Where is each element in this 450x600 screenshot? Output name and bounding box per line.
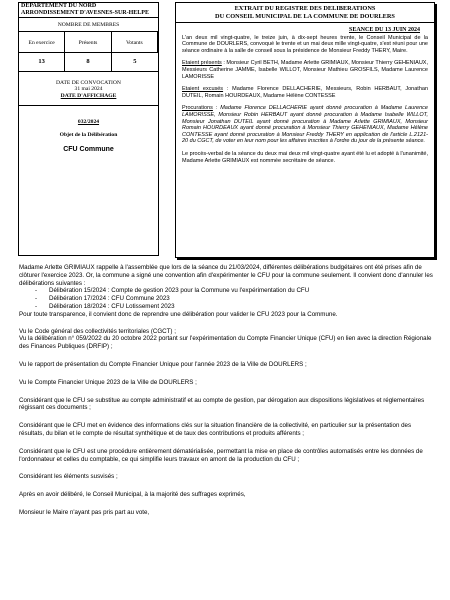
- convocation-label: DATE DE CONVOCATION: [56, 80, 121, 86]
- objet-label: Objet de la Délibération: [59, 132, 118, 138]
- body-considerant-3: Considérant que le CFU est une procédure entièrement dématérialisée, permettant la mise en place de contrôles automatisés entre les données de l'ordonnateur et celles du comptable, ce qui simplifie leurs travaux en amont de la production du CFU ;: [19, 447, 423, 463]
- deliberation-number: 032/2024: [77, 119, 100, 125]
- body-vu-cgct: Vu le Code général des collectivités territoriales (CGCT) ;: [19, 327, 176, 335]
- closing-paragraph: Le procès-verbal de la séance du deux mai deux mil vingt-quatre ayant été lu et adopté à l'unanimité, Madame Arlette GRIMIAUX est nommée secrétaire de séance.: [182, 150, 428, 164]
- extract-body: [176, 23, 434, 164]
- body-transparency: Pour toute transparence, il convient donc de reprendre une délibération pour valider le CFU 2023 pour la Commune.: [19, 310, 338, 318]
- register-extract-box: [175, 2, 435, 258]
- convocation-date: 31 mai 2024: [74, 86, 103, 93]
- extract-title-line1: EXTRAIT DU REGISTRE DES DELIBERATIONS: [234, 5, 376, 12]
- val-en-exercice: 13: [19, 52, 65, 71]
- convocation-block: [19, 71, 158, 105]
- excuses-list: : Madame Florence DELLACHERIE, Messieurs, Robin HERBAUT, Jonathan DUTEIL, Romain HOURDEAUX, Madame Hélène CONTESSE: [182, 86, 428, 99]
- col-presents: Présents: [65, 32, 111, 52]
- body-considerant-1: Considérant que le CFU se substitue au compte administratif et au compte de gestion, par dérogation aux dispositions législatives et réglementaires régissant ces documents ;: [19, 396, 425, 412]
- deliberation-text: [19, 264, 437, 517]
- extract-intro: L'an deux mil vingt-quatre, le treize juin, à dix-sept heures trente, le Conseil Municipal de la Commune de DOURLERS, convoqué le trente et un mai deux mille vingt-quatre, s'est réuni pour une séance ordinaire à la salle de conseil sous la présidence de Monsieur Freddy THERY, Maire.: [182, 34, 428, 54]
- body-vu-cfu: Vu le Compte Financier Unique 2023 de la Ville de DOURLERS ;: [19, 378, 197, 386]
- presents-label: Etaient présents: [182, 60, 222, 67]
- excuses-label: Etaient excusés: [182, 86, 224, 93]
- body-considerant-2: Considérant que le CFU met en évidence des informations clés sur la situation financière de la collectivité, en particulier sur la présentation des résultats, du bilan et le compte de résultat synthétique et de taux des contributions et produits afférents ;: [19, 422, 412, 437]
- list-item: - Délibération 17/2024 : CFU Commune 2023: [49, 295, 437, 303]
- seance-date: SEANCE DU 13 JUIN 2024: [348, 27, 420, 33]
- members-title: NOMBRE DE MEMBRES: [19, 18, 158, 32]
- presents-paragraph: [182, 60, 428, 80]
- val-votants: 5: [112, 52, 158, 71]
- list-item: - Délibération 15/2024 : Compte de gestion 2023 pour la Commune vu l'expérimentation du CFU: [49, 287, 437, 295]
- objet-title: CFU Commune: [63, 146, 114, 153]
- body-vu-deliberation: Vu la délibération n° 059/2022 du 20 octobre 2022 portant sur l'expérimentation du Compte Financier Unique (CFU) en lien avec la direction Régionale des Finances Publiques (DRFIP) ;: [19, 335, 432, 351]
- members-grid: [19, 32, 158, 71]
- procurations-label: Procurations: [182, 105, 213, 112]
- excuses-paragraph: [182, 86, 428, 99]
- body-maire-vote: Monsieur le Maire n'ayant pas pris part au vote,: [19, 508, 150, 516]
- body-vu-rapport: Vu le rapport de présentation du Compte Financier Unique pour l'année 2023 de la Ville de DOURLERS ;: [19, 360, 307, 368]
- procurations-list: : Madame Florence DELLACHERIE ayant donné procuration à Madame Laurence LAMORISSE, Monsieur Robin HERBAUT ayant donné procuration à Madame Isabelle WILLOT, Monsieur Jonathan DUTEIL ayant donné procuration à Madame Arlette GRIMIAUX, Monsieur Romain HOURDEAUX ayant donné procuration à Monsieur Thierry GEHENIAUX, Madame Hélène CONTESSE ayant donné procuration à Monsieur Freddy THERY en application de l'article L.2121-20 du CGCT, de voter en leur nom pour les affaires inscrites à l'ordre du jour de la présente séance.: [182, 105, 428, 145]
- extract-title-line2: DU CONSEIL MUNICIPAL DE LA COMMUNE DE DOURLERS: [215, 12, 395, 20]
- list-item: - Délibération 18/2024 : CFU Lotissement 2023: [49, 303, 437, 311]
- procurations-paragraph: [182, 105, 428, 145]
- body-intro: Madame Arlette GRIMIAUX rappelle à l'assemblée que lors de la séance du 21/03/2024, différentes délibérations budgétaires ont été prises afin de clôturer l'exercice 2023. Or, la commune a signé une convention afin d'expérimenter le CFU pour la commune seulement. Il convient donc d'annuler les délibérations suivantes :: [19, 264, 433, 287]
- val-presents: 8: [65, 52, 111, 71]
- left-info-panel: [18, 2, 159, 256]
- annulled-deliberations-list: [19, 287, 437, 310]
- body-considerant-4: Considérant les éléments susvisés ;: [19, 473, 118, 481]
- col-votants: Votants: [112, 32, 158, 52]
- presents-list: : Monsieur Cyril BETH, Madame Arlette GRIMIAUX, Monsieur Thierry GEHENIAUX, Messieurs Catherine JAMME, Isabelle WILLOT, Monsieur Mathieu GROSFILS, Madame Laurence LAMORISSE: [182, 60, 428, 80]
- body-apres-delibere: Après en avoir délibéré, le Conseil Municipal, à la majorité des suffrages exprimés,: [19, 491, 246, 499]
- deliberation-block: [19, 105, 158, 153]
- affichage-label: DATE D'AFFICHAGE: [60, 92, 117, 99]
- department-line: DEPARTEMENT DU NORD: [21, 3, 97, 9]
- col-en-exercice: En exercice: [19, 32, 65, 52]
- extract-title: [176, 3, 434, 23]
- arrondissement-line: ARRONDISSEMENT D'AVESNES-SUR-HELPE: [21, 10, 149, 16]
